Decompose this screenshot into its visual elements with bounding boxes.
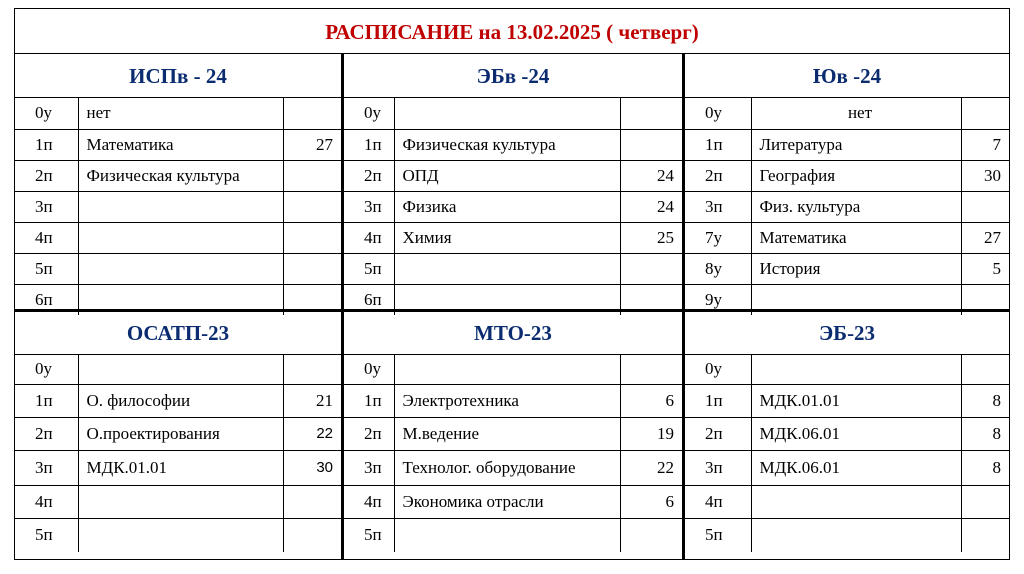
period-cell: 4п [344, 222, 394, 253]
period-cell: 2п [344, 417, 394, 450]
group-table [685, 355, 1009, 552]
schedule-title: РАСПИСАНИЕ на 13.02.2025 ( четверг) [15, 9, 1009, 54]
group-name: ЭБ-23 [685, 312, 1009, 355]
period-cell: 1п [685, 384, 751, 417]
period-cell: 1п [15, 384, 78, 417]
table-row [685, 222, 1009, 253]
table-row [15, 160, 341, 191]
subject-cell: Математика [78, 129, 283, 160]
subject-cell [78, 485, 283, 518]
period-cell: 9у [685, 284, 751, 315]
group-table [15, 98, 341, 315]
table-row [685, 253, 1009, 284]
table-row [685, 417, 1009, 450]
subject-cell: М.ведение [394, 417, 620, 450]
group-name: ЭБв -24 [344, 55, 682, 98]
room-cell: 24 [620, 160, 682, 191]
subject-cell: МДК.01.01 [751, 384, 961, 417]
room-cell [620, 253, 682, 284]
subject-cell: Математика [751, 222, 961, 253]
column-divider [682, 53, 685, 559]
table-row [685, 450, 1009, 485]
period-cell: 0у [344, 98, 394, 129]
group-name: Юв -24 [685, 55, 1009, 98]
room-cell [961, 355, 1009, 384]
room-cell [283, 355, 341, 384]
room-cell: 24 [620, 191, 682, 222]
group-table [344, 355, 682, 552]
room-cell [961, 191, 1009, 222]
subject-cell [78, 355, 283, 384]
group-name: МТО-23 [344, 312, 682, 355]
room-cell: 25 [620, 222, 682, 253]
period-cell: 0у [685, 98, 751, 129]
period-cell: 3п [344, 191, 394, 222]
table-row [344, 450, 682, 485]
period-cell: 4п [15, 222, 78, 253]
table-row [15, 417, 341, 450]
table-row [15, 384, 341, 417]
group-table [685, 98, 1009, 315]
subject-cell: ОПД [394, 160, 620, 191]
room-cell: 6 [620, 384, 682, 417]
room-cell [283, 160, 341, 191]
subject-cell: МДК.06.01 [751, 450, 961, 485]
room-cell: 27 [961, 222, 1009, 253]
table-row [15, 222, 341, 253]
room-cell [961, 518, 1009, 552]
room-cell [961, 98, 1009, 129]
subject-cell [751, 518, 961, 552]
room-cell [283, 485, 341, 518]
period-cell: 1п [344, 384, 394, 417]
subject-cell: Электротехника [394, 384, 620, 417]
table-row [685, 518, 1009, 552]
table-row [15, 485, 341, 518]
subject-cell: Физика [394, 191, 620, 222]
period-cell: 6п [344, 284, 394, 315]
room-cell [283, 191, 341, 222]
period-cell: 7у [685, 222, 751, 253]
period-cell: 2п [15, 417, 78, 450]
table-row [15, 129, 341, 160]
period-cell: 2п [344, 160, 394, 191]
subject-cell: нет [751, 98, 961, 129]
period-cell: 2п [15, 160, 78, 191]
table-row [15, 98, 341, 129]
room-cell [961, 485, 1009, 518]
subject-cell: МДК.06.01 [751, 417, 961, 450]
table-row [15, 253, 341, 284]
subject-cell: МДК.01.01 [78, 450, 283, 485]
subject-cell [78, 518, 283, 552]
table-row [344, 253, 682, 284]
room-cell: 19 [620, 417, 682, 450]
room-cell: 22 [283, 417, 341, 450]
period-cell: 3п [15, 191, 78, 222]
subject-cell [751, 485, 961, 518]
subject-cell: Литература [751, 129, 961, 160]
table-row [685, 485, 1009, 518]
period-cell: 8у [685, 253, 751, 284]
group-name: ОСАТП-23 [15, 312, 341, 355]
table-row [344, 222, 682, 253]
room-cell [620, 98, 682, 129]
table-row [344, 485, 682, 518]
room-cell [283, 518, 341, 552]
subject-cell [78, 222, 283, 253]
period-cell: 0у [344, 355, 394, 384]
room-cell: 30 [283, 450, 341, 485]
table-row [15, 355, 341, 384]
table-row [15, 191, 341, 222]
table-row [685, 191, 1009, 222]
room-cell: 21 [283, 384, 341, 417]
table-row [344, 355, 682, 384]
table-row [15, 518, 341, 552]
subject-cell: нет [78, 98, 283, 129]
room-cell [620, 129, 682, 160]
table-row [685, 129, 1009, 160]
room-cell [620, 518, 682, 552]
subject-cell [78, 253, 283, 284]
room-cell [283, 98, 341, 129]
subject-cell: Химия [394, 222, 620, 253]
table-row [344, 98, 682, 129]
room-cell: 22 [620, 450, 682, 485]
group-table [344, 98, 682, 315]
period-cell: 3п [685, 191, 751, 222]
group-name: ИСПв - 24 [15, 55, 341, 98]
group-table [15, 355, 341, 552]
room-cell: 6 [620, 485, 682, 518]
period-cell: 5п [15, 253, 78, 284]
subject-cell [394, 98, 620, 129]
table-row [685, 355, 1009, 384]
table-row [344, 384, 682, 417]
subject-cell [751, 355, 961, 384]
table-row [685, 98, 1009, 129]
period-cell: 1п [15, 129, 78, 160]
table-row [344, 518, 682, 552]
subject-cell: Физическая культура [394, 129, 620, 160]
period-cell: 3п [15, 450, 78, 485]
period-cell: 5п [344, 253, 394, 284]
period-cell: 0у [685, 355, 751, 384]
table-row [15, 450, 341, 485]
period-cell: 1п [344, 129, 394, 160]
subject-cell [78, 191, 283, 222]
period-cell: 5п [685, 518, 751, 552]
table-row [685, 384, 1009, 417]
row-divider [15, 309, 1009, 312]
room-cell [620, 355, 682, 384]
period-cell: 5п [344, 518, 394, 552]
room-cell: 7 [961, 129, 1009, 160]
table-row [685, 160, 1009, 191]
period-cell: 4п [685, 485, 751, 518]
period-cell: 2п [685, 417, 751, 450]
period-cell: 6п [15, 284, 78, 315]
room-cell [283, 253, 341, 284]
subject-cell: О. философии [78, 384, 283, 417]
subject-cell: История [751, 253, 961, 284]
room-cell: 8 [961, 417, 1009, 450]
schedule-page [14, 8, 1010, 560]
room-cell: 27 [283, 129, 341, 160]
period-cell: 3п [344, 450, 394, 485]
subject-cell [394, 518, 620, 552]
subject-cell [394, 253, 620, 284]
room-cell: 30 [961, 160, 1009, 191]
table-row [344, 417, 682, 450]
subject-cell: Экономика отрасли [394, 485, 620, 518]
table-row [344, 160, 682, 191]
room-cell: 5 [961, 253, 1009, 284]
period-cell: 4п [15, 485, 78, 518]
subject-cell: О.проектирования [78, 417, 283, 450]
period-cell: 4п [344, 485, 394, 518]
subject-cell: Технолог. оборудование [394, 450, 620, 485]
period-cell: 0у [15, 98, 78, 129]
room-cell [283, 222, 341, 253]
room-cell: 8 [961, 450, 1009, 485]
period-cell: 5п [15, 518, 78, 552]
room-cell: 8 [961, 384, 1009, 417]
period-cell: 3п [685, 450, 751, 485]
table-row [344, 191, 682, 222]
table-row [344, 129, 682, 160]
subject-cell: Физ. культура [751, 191, 961, 222]
subject-cell: Физическая культура [78, 160, 283, 191]
period-cell: 1п [685, 129, 751, 160]
column-divider [341, 53, 344, 559]
period-cell: 2п [685, 160, 751, 191]
subject-cell: География [751, 160, 961, 191]
period-cell: 0у [15, 355, 78, 384]
subject-cell [394, 355, 620, 384]
